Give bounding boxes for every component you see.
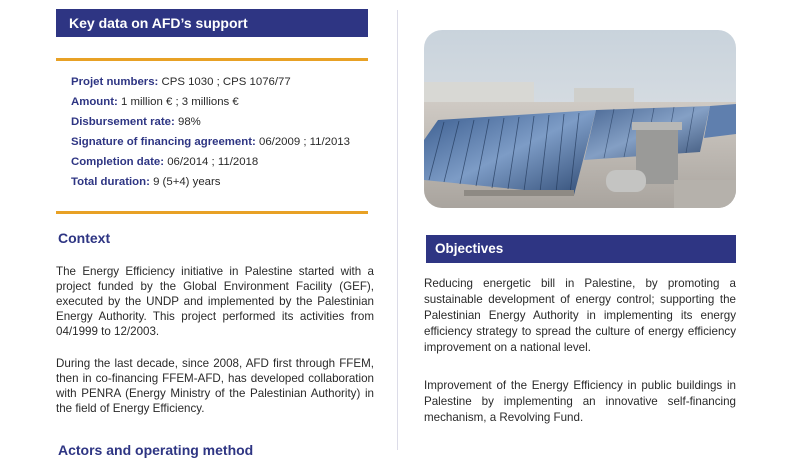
actors-heading: Actors and operating method bbox=[58, 442, 254, 458]
column-divider bbox=[397, 10, 398, 450]
objectives-paragraph-2: Improvement of the Energy Efficiency in public buildings in Palestine by implementing an innovative self-financing mechanism, a Revolving Fund. bbox=[424, 379, 736, 424]
context-paragraph-1: The Energy Efficiency initiative in Palestine started with a project funded by the Global Environment Facility (GEF), executed by the UNDP and implemented by the Palestinian Energy Authority. This project performed its activities from 04/1999 to 12/2003. bbox=[56, 265, 374, 338]
key-data-item-total-duration: Total duration: 9 (5+4) years bbox=[71, 176, 221, 188]
context-heading: Context bbox=[58, 230, 111, 246]
key-data-header: Key data on AFD’s support bbox=[56, 9, 368, 37]
key-data-item-signature: Signature of financing agreement: 06/2009 ; 11/2013 bbox=[71, 136, 350, 148]
key-data-bottom-rule bbox=[56, 211, 368, 214]
solar-panels-photo bbox=[424, 30, 736, 208]
objectives-paragraph-1: Reducing energetic bill in Palestine, by promoting a sustainable development of energy control; supporting the Palestinian Energy Authority in implementing its energy efficiency strategy to spread the culture of energy efficiency improvement on a national level. bbox=[424, 277, 736, 354]
key-data-item-disbursement-rate: Disbursement rate: 98% bbox=[71, 116, 201, 128]
key-data-item-project-numbers: Projet numbers: CPS 1030 ; CPS 1076/77 bbox=[71, 76, 291, 88]
context-paragraph-2: During the last decade, since 2008, AFD first through FFEM, then in co-financing FFEM-AFD, has developed collaboration with PENRA (Energy Ministry of the Palestinian Authority) in the field of Energy Efficiency. bbox=[56, 357, 374, 415]
key-data-item-amount: Amount: 1 million € ; 3 millions € bbox=[71, 96, 239, 108]
key-data-item-completion-date: Completion date: 06/2014 ; 11/2018 bbox=[71, 156, 259, 168]
objectives-header: Objectives bbox=[426, 235, 736, 263]
key-data-top-rule bbox=[56, 58, 368, 61]
key-data-list bbox=[71, 72, 371, 192]
